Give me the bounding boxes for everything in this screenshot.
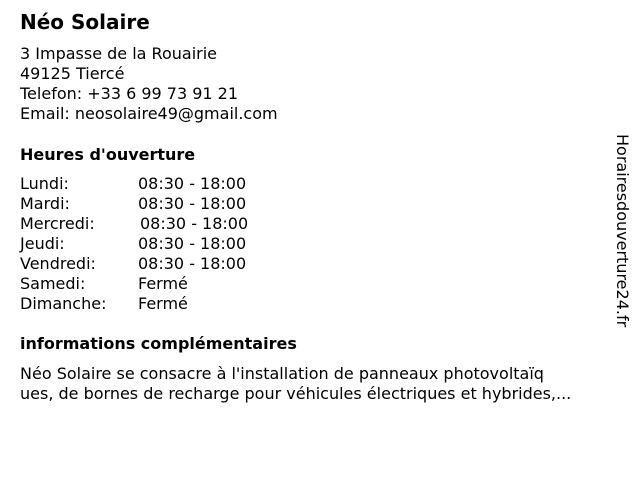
time-value: Fermé xyxy=(138,294,188,313)
day-label: Mardi: xyxy=(20,194,70,213)
info-description xyxy=(20,364,620,404)
day-label: Vendredi: xyxy=(20,254,96,273)
info-heading: informations complémentaires xyxy=(20,334,297,353)
day-label: Dimanche: xyxy=(20,294,107,313)
day-label: Jeudi: xyxy=(20,234,65,253)
time-value: 08:30 - 18:00 xyxy=(138,174,247,193)
time-value: 08:30 - 18:00 xyxy=(138,234,247,253)
info-text-line: Néo Solaire se consacre à l'installation de panneaux photovoltaïq xyxy=(20,364,544,383)
site-watermark: Horairesdouverture24.fr xyxy=(613,134,632,328)
time-value: 08:30 - 18:00 xyxy=(138,254,247,273)
business-name: Néo Solaire xyxy=(20,10,150,34)
time-value: 08:30 - 18:00 xyxy=(140,214,249,233)
time-value: 08:30 - 18:00 xyxy=(138,194,247,213)
hours-heading: Heures d'ouverture xyxy=(20,145,196,164)
email-address[interactable]: Email: neosolaire49@gmail.com xyxy=(20,104,278,123)
contact-block xyxy=(20,44,278,124)
day-label: Mercredi: xyxy=(20,214,95,233)
phone-number[interactable]: Telefon: +33 6 99 73 91 21 xyxy=(20,84,239,103)
address-city: 49125 Tiercé xyxy=(20,64,125,83)
day-label: Samedi: xyxy=(20,274,86,293)
address-street: 3 Impasse de la Rouairie xyxy=(20,44,217,63)
info-text-line: ues, de bornes de recharge pour véhicules électriques et hybrides,... xyxy=(20,384,572,403)
day-label: Lundi: xyxy=(20,174,69,193)
time-value: Fermé xyxy=(138,274,188,293)
